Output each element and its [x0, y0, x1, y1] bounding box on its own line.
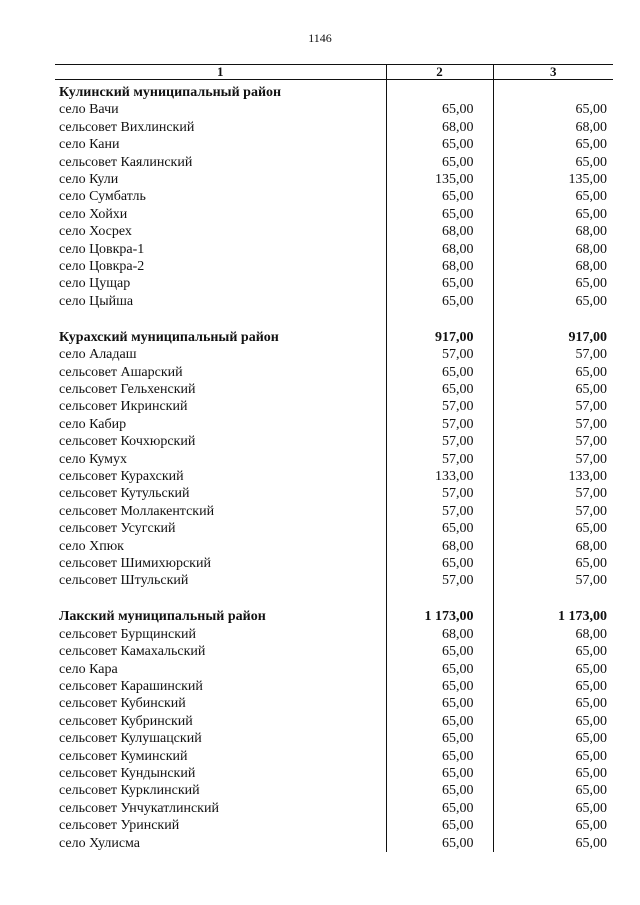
settlement-name: сельсовет Кубринский [59, 713, 193, 729]
value-col2: 65,00 [386, 293, 493, 310]
settlement-name: сельсовет Камахальский [59, 644, 206, 660]
table-row [55, 136, 613, 153]
district-total-col2 [386, 80, 493, 102]
value-col3: 65,00 [493, 678, 613, 695]
value-col3: 65,00 [493, 136, 613, 153]
table-row [55, 661, 613, 678]
value-col3: 65,00 [493, 101, 613, 118]
value-col3: 65,00 [493, 661, 613, 678]
value-col2: 57,00 [386, 451, 493, 468]
settlement-name: село Цовкра-2 [59, 259, 145, 275]
value-col3: 65,00 [493, 765, 613, 782]
value-col3: 57,00 [493, 485, 613, 502]
value-col2: 65,00 [386, 154, 493, 171]
settlement-name: сельсовет Моллакентский [59, 503, 215, 519]
value-col2: 68,00 [386, 626, 493, 643]
table-row [55, 555, 613, 572]
settlement-name: село Хулисма [59, 835, 141, 851]
section-spacer [55, 310, 613, 329]
table-row [55, 275, 613, 292]
value-col2: 65,00 [386, 520, 493, 537]
settlement-name: сельсовет Курахский [59, 469, 184, 485]
spacer-cell [55, 590, 386, 609]
district-total-col3: 917,00 [493, 329, 613, 346]
district-row [55, 80, 613, 102]
value-col3: 65,00 [493, 817, 613, 834]
value-col3: 65,00 [493, 748, 613, 765]
value-col3: 65,00 [493, 782, 613, 799]
table-row [55, 782, 613, 799]
value-col2: 65,00 [386, 835, 493, 852]
district-row [55, 608, 613, 625]
value-col3: 65,00 [493, 381, 613, 398]
settlement-name: сельсовет Икринский [59, 399, 188, 415]
value-col3: 57,00 [493, 451, 613, 468]
settlement-name: сельсовет Уринский [59, 818, 180, 834]
value-col2: 65,00 [386, 381, 493, 398]
table-row [55, 643, 613, 660]
table-row [55, 626, 613, 643]
page-number: 1146 [308, 31, 332, 45]
table-row [55, 485, 613, 502]
table-row [55, 451, 613, 468]
spacer-cell [493, 590, 613, 609]
value-col3: 65,00 [493, 275, 613, 292]
spacer-cell [386, 310, 493, 329]
table-row [55, 817, 613, 834]
value-col3: 57,00 [493, 503, 613, 520]
settlement-name: село Хосрех [59, 224, 132, 240]
section-spacer [55, 590, 613, 609]
district-title: Кулинский муниципальный район [59, 85, 282, 100]
settlement-name: сельсовет Вихлинский [59, 119, 195, 135]
table-row [55, 223, 613, 240]
settlement-name: сельсовет Ашарский [59, 364, 183, 380]
table-row [55, 468, 613, 485]
value-col2: 65,00 [386, 748, 493, 765]
value-col3: 65,00 [493, 364, 613, 381]
table-row [55, 572, 613, 589]
district-total-col2: 917,00 [386, 329, 493, 346]
value-col2: 65,00 [386, 782, 493, 799]
settlement-name: сельсовет Бурщинский [59, 626, 196, 642]
value-col2: 65,00 [386, 765, 493, 782]
value-col3: 65,00 [493, 293, 613, 310]
settlement-name: село Кумух [59, 451, 128, 467]
settlement-name: сельсовет Каялинский [59, 154, 193, 170]
value-col2: 135,00 [386, 171, 493, 188]
value-col2: 68,00 [386, 241, 493, 258]
value-col2: 65,00 [386, 661, 493, 678]
value-col2: 65,00 [386, 678, 493, 695]
table-row [55, 503, 613, 520]
table-header [55, 65, 613, 80]
value-col2: 65,00 [386, 555, 493, 572]
table-row [55, 188, 613, 205]
settlement-name: село Хойхи [59, 206, 128, 222]
value-col2: 57,00 [386, 416, 493, 433]
table-row [55, 416, 613, 433]
spacer-cell [386, 590, 493, 609]
value-col3: 65,00 [493, 555, 613, 572]
settlement-name: село Цыйша [59, 293, 134, 309]
table-row [55, 748, 613, 765]
district-row [55, 329, 613, 346]
district-total-col3 [493, 80, 613, 102]
value-col2: 65,00 [386, 275, 493, 292]
table-row [55, 293, 613, 310]
table-row [55, 171, 613, 188]
table-row [55, 695, 613, 712]
settlement-name: село Вачи [59, 102, 119, 118]
value-col2: 65,00 [386, 101, 493, 118]
value-col2: 68,00 [386, 223, 493, 240]
table-row [55, 398, 613, 415]
value-col3: 65,00 [493, 643, 613, 660]
settlement-name: село Кара [59, 661, 118, 677]
settlement-name: село Кабир [59, 416, 127, 432]
settlement-name: сельсовет Курклинский [59, 783, 200, 799]
column-header-2: 2 [386, 65, 493, 80]
value-col3: 68,00 [493, 241, 613, 258]
table-row [55, 241, 613, 258]
table-row [55, 346, 613, 363]
district-total-col2: 1 173,00 [386, 608, 493, 625]
value-col2: 68,00 [386, 258, 493, 275]
settlement-name: село Цовкра-1 [59, 241, 145, 257]
value-col3: 57,00 [493, 572, 613, 589]
value-col2: 57,00 [386, 485, 493, 502]
column-header-1: 1 [55, 65, 386, 80]
settlement-name: сельсовет Кубинский [59, 696, 186, 712]
table-row [55, 835, 613, 852]
settlement-name: сельсовет Гельхенский [59, 382, 196, 397]
table-row [55, 538, 613, 555]
settlement-name: село Сумбатль [59, 189, 146, 205]
value-col3: 68,00 [493, 223, 613, 240]
value-col2: 57,00 [386, 433, 493, 450]
value-col3: 68,00 [493, 258, 613, 275]
settlement-name: сельсовет Кочхюрский [59, 434, 196, 450]
value-col2: 65,00 [386, 713, 493, 730]
value-col2: 68,00 [386, 119, 493, 136]
settlement-name: сельсовет Усугский [59, 521, 176, 537]
value-col2: 65,00 [386, 364, 493, 381]
table-row [55, 258, 613, 275]
value-col2: 65,00 [386, 188, 493, 205]
column-header-3: 3 [493, 65, 613, 80]
table-row [55, 678, 613, 695]
district-total-col3: 1 173,00 [493, 608, 613, 625]
table-row [55, 433, 613, 450]
table-row [55, 800, 613, 817]
settlement-name: сельсовет Кундынский [59, 766, 196, 782]
value-col2: 133,00 [386, 468, 493, 485]
value-col3: 65,00 [493, 730, 613, 747]
value-col2: 65,00 [386, 695, 493, 712]
value-col3: 65,00 [493, 188, 613, 205]
spacer-cell [493, 310, 613, 329]
settlement-name: село Аладаш [59, 347, 137, 363]
settlement-name: сельсовет Куминский [59, 748, 188, 764]
value-col2: 65,00 [386, 800, 493, 817]
value-col3: 65,00 [493, 713, 613, 730]
settlement-name: сельсовет Карашинский [59, 679, 203, 694]
table-row [55, 101, 613, 118]
settlement-name: сельсовет Кулушацский [59, 731, 202, 747]
value-col3: 65,00 [493, 835, 613, 852]
table-row [55, 730, 613, 747]
table-body [55, 80, 613, 853]
table-row [55, 206, 613, 223]
table-row [55, 381, 613, 398]
value-col2: 65,00 [386, 643, 493, 660]
settlement-name: сельсовет Штульский [59, 573, 189, 589]
table-row [55, 364, 613, 381]
settlements-table [55, 64, 613, 852]
value-col2: 57,00 [386, 503, 493, 520]
value-col2: 57,00 [386, 398, 493, 415]
table-row [55, 765, 613, 782]
value-col3: 68,00 [493, 626, 613, 643]
value-col2: 65,00 [386, 136, 493, 153]
value-col3: 133,00 [493, 468, 613, 485]
table-row [55, 520, 613, 537]
value-col3: 57,00 [493, 398, 613, 415]
value-col2: 65,00 [386, 206, 493, 223]
value-col3: 65,00 [493, 154, 613, 171]
settlement-name: село Кули [59, 172, 119, 188]
settlement-name: село Хпюк [59, 538, 124, 554]
district-title: Курахский муниципальный район [59, 329, 279, 345]
value-col2: 57,00 [386, 572, 493, 589]
value-col3: 65,00 [493, 695, 613, 712]
settlement-name: сельсовет Унчукатлинский [59, 800, 219, 816]
spacer-cell [55, 310, 386, 329]
value-col3: 57,00 [493, 346, 613, 363]
table-row [55, 154, 613, 171]
value-col2: 68,00 [386, 538, 493, 555]
value-col3: 57,00 [493, 416, 613, 433]
value-col2: 65,00 [386, 730, 493, 747]
value-col2: 57,00 [386, 346, 493, 363]
table-row [55, 119, 613, 136]
value-col3: 65,00 [493, 520, 613, 537]
value-col3: 65,00 [493, 800, 613, 817]
value-col3: 68,00 [493, 538, 613, 555]
value-col3: 68,00 [493, 119, 613, 136]
value-col3: 65,00 [493, 206, 613, 223]
value-col3: 135,00 [493, 171, 613, 188]
value-col3: 57,00 [493, 433, 613, 450]
settlement-name: село Цущар [59, 276, 131, 292]
settlement-name: сельсовет Шимихюрский [59, 556, 211, 572]
district-title: Лакский муниципальный район [59, 609, 266, 625]
settlement-name: сельсовет Кутульский [59, 486, 190, 502]
table-row [55, 713, 613, 730]
value-col2: 65,00 [386, 817, 493, 834]
settlement-name: село Кани [59, 137, 120, 153]
